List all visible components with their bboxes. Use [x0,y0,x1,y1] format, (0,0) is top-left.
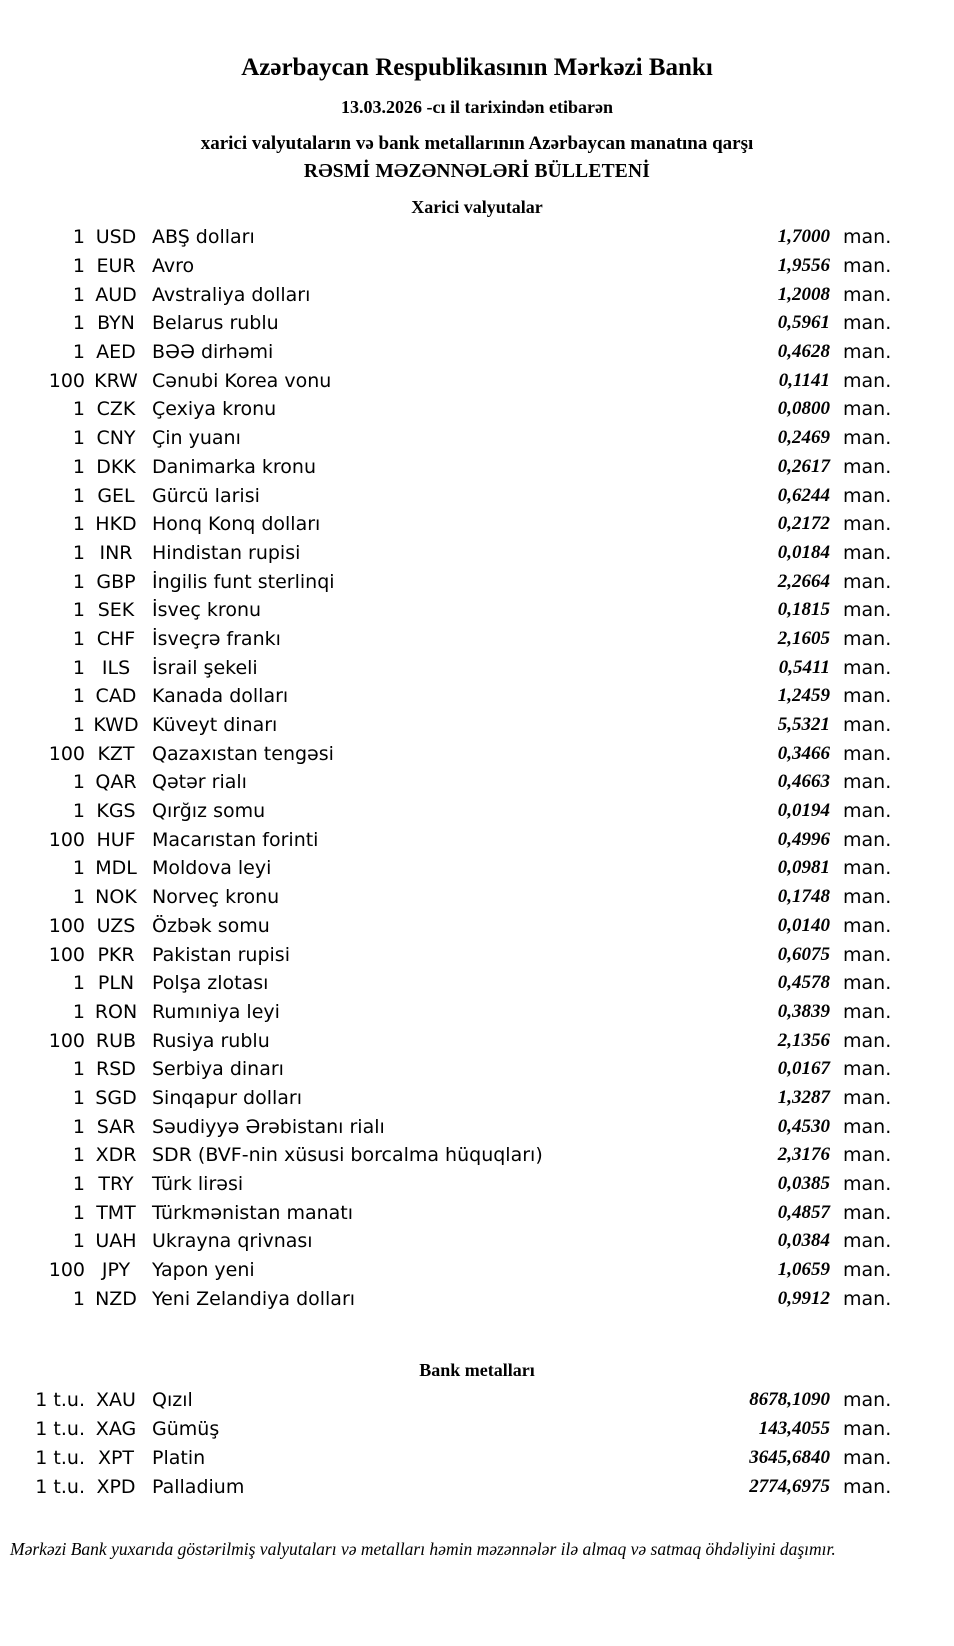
currency-code: CHF [96,627,136,650]
quantity-value: 1 [72,714,85,737]
currency-code: QAR [95,771,137,794]
rate-value: 0,1815 [777,599,830,621]
quantity-value: 100 [48,1259,85,1282]
unit-label: man. [843,800,892,823]
unit-label: man. [843,714,892,737]
currency-code: KWD [93,714,139,737]
quantity-value: 1 [72,1144,85,1167]
rate-value: 0,0194 [777,800,830,822]
currency-code: CZK [96,398,136,421]
table-row [0,969,954,998]
quantity-value: 1 [72,771,85,794]
currencies-table [0,223,954,1313]
table-row [0,768,954,797]
quantity-value: 1 [72,312,85,335]
quantity-value: 1 [72,1230,85,1253]
currency-code: RON [94,1000,138,1023]
quantity-value: 1 [72,427,85,450]
currency-name: Macarıstan forinti [152,828,319,851]
unit-label: man. [843,398,892,421]
metal-name: Qızıl [152,1389,193,1412]
currency-name: Pakistan rupisi [152,943,290,966]
table-row [0,682,954,711]
quantity-value: 1 [72,972,85,995]
unit-label: man. [843,1086,892,1109]
metals-table [0,1386,954,1501]
table-row [0,825,954,854]
unit-label: man. [843,742,892,765]
table-row [0,453,954,482]
currency-name: Avro [152,255,195,278]
unit-label: man. [843,1230,892,1253]
bulletin-title: RƏSMİ MƏZƏNNƏLƏRİ BÜLLETENİ [303,161,651,182]
rate-value: 0,0385 [777,1173,830,1195]
quantity-value: 1 [72,1000,85,1023]
currency-code: DKK [96,455,136,478]
rate-value: 0,4857 [777,1201,830,1223]
currency-name: Cənubi Korea vonu [152,369,332,392]
unit-label: man. [843,455,892,478]
table-row [0,653,954,682]
currency-code: ILS [101,656,131,679]
table-row [0,1472,954,1501]
rate-value: 0,3466 [777,742,830,764]
metal-name: Gümüş [152,1418,220,1441]
table-row [0,625,954,654]
rate-value: 0,2469 [777,427,830,449]
quantity-value: 100 [48,828,85,851]
currency-code: KZT [97,742,135,765]
unit-label: man. [843,599,892,622]
currency-code: EUR [96,255,136,278]
currency-name: Belarus rublu [152,312,279,335]
unit-label: man. [843,513,892,536]
table-row [0,539,954,568]
currency-code: SAR [96,1115,136,1138]
unit-label: man. [843,312,892,335]
rate-value: 0,5961 [777,312,830,334]
unit-label: man. [843,369,892,392]
quantity-value: 1 [72,627,85,650]
table-row [0,998,954,1027]
quantity-value: 1 t.u. [35,1446,85,1469]
currency-code: NOK [95,886,137,909]
rate-value: 2774,6975 [749,1475,830,1497]
table-row [0,1227,954,1256]
table-row [0,1141,954,1170]
table-row [0,711,954,740]
unit-label: man. [843,1446,892,1469]
metal-name: Palladium [152,1475,245,1498]
unit-label: man. [843,283,892,306]
rate-value: 0,0981 [777,857,830,879]
currency-name: Gürcü larisi [152,484,260,507]
unit-label: man. [843,1058,892,1081]
table-row [0,854,954,883]
unit-label: man. [843,1000,892,1023]
currency-name: Norveç kronu [152,886,280,909]
currency-name: İsveç kronu [152,599,262,622]
currency-code: AED [96,341,136,364]
quantity-value: 100 [48,1029,85,1052]
currency-code: GEL [97,484,135,507]
unit-label: man. [843,886,892,909]
currency-name: Rusiya rublu [152,1029,270,1052]
table-row [0,1386,954,1415]
unit-label: man. [843,255,892,278]
quantity-value: 1 [72,226,85,249]
table-row [0,424,954,453]
currency-name: Polşa zlotası [152,972,269,995]
table-row [0,1170,954,1199]
currency-code: MDL [95,857,137,880]
currency-code: XDR [95,1144,137,1167]
currency-code: GBP [96,570,136,593]
table-row [0,940,954,969]
rate-value: 143,4055 [758,1418,830,1440]
table-row [0,1055,954,1084]
currency-name: Qırğız somu [152,800,266,823]
rate-value: 0,4578 [777,972,830,994]
table-row [0,366,954,395]
rate-value: 0,0184 [777,541,830,563]
metal-code: XAU [96,1389,136,1412]
quantity-value: 1 [72,255,85,278]
unit-label: man. [843,656,892,679]
currency-name: İngilis funt sterlinqi [152,570,335,593]
obligation-note: Mərkəzi Bank yuxarıda göstərilmiş valyutaları və metalları həmin məzənnələr ilə almaq və satmaq öhdəliyini daşımır. [10,1538,836,1559]
quantity-value: 1 [72,1058,85,1081]
unit-label: man. [843,1029,892,1052]
currency-name: Qazaxıstan tengəsi [152,742,334,765]
quantity-value: 1 [72,857,85,880]
quantity-value: 1 [72,341,85,364]
table-row [0,1256,954,1285]
rate-value: 1,9556 [777,255,830,277]
unit-label: man. [843,857,892,880]
quantity-value: 1 [72,685,85,708]
currency-code: UAH [95,1230,137,1253]
unit-label: man. [843,1259,892,1282]
currency-name: Ukrayna qrivnası [152,1230,313,1253]
quantity-value: 100 [48,369,85,392]
subject-line: xarici valyutaların və bank metallarının Azərbaycan manatına qarşı [200,133,754,154]
unit-label: man. [843,1173,892,1196]
rate-value: 0,4663 [777,771,830,793]
table-row [0,1444,954,1473]
unit-label: man. [843,972,892,995]
unit-label: man. [843,427,892,450]
table-row [0,1284,954,1313]
quantity-value: 1 [72,570,85,593]
currency-code: JPY [101,1259,131,1282]
quantity-value: 1 [72,800,85,823]
rate-value: 1,0659 [777,1259,830,1281]
rate-value: 2,1605 [777,627,830,649]
rate-value: 0,4996 [777,828,830,850]
currency-code: BYN [97,312,135,335]
currency-name: Honq Konq dolları [152,513,321,536]
rate-value: 0,2172 [777,513,830,535]
table-row [0,280,954,309]
rate-value: 0,1748 [777,886,830,908]
currency-code: PLN [97,972,135,995]
metal-code: XAG [95,1418,137,1441]
rate-value: 2,3176 [777,1144,830,1166]
table-row [0,912,954,941]
currency-name: Danimarka kronu [152,455,317,478]
rate-value: 0,4530 [777,1115,830,1137]
unit-label: man. [843,627,892,650]
currency-name: Rumıniya leyi [152,1000,280,1023]
currency-name: ABŞ dolları [152,226,255,249]
table-row [0,739,954,768]
currency-code: INR [99,541,133,564]
rate-value: 0,9912 [777,1287,830,1309]
unit-label: man. [843,828,892,851]
currency-name: Özbək somu [152,914,270,937]
table-row [0,223,954,252]
quantity-value: 100 [48,943,85,966]
unit-label: man. [843,1144,892,1167]
rate-value: 8678,1090 [749,1389,830,1411]
currency-code: NZD [95,1287,137,1310]
quantity-value: 1 [72,1086,85,1109]
table-row [0,510,954,539]
quantity-value: 1 [72,1287,85,1310]
quantity-value: 1 [72,599,85,622]
quantity-value: 1 [72,1173,85,1196]
rate-value: 2,2664 [777,570,830,592]
effective-date-line: 13.03.2026 -cı il tarixindən etibarən [341,97,613,117]
unit-label: man. [843,1389,892,1412]
unit-label: man. [843,570,892,593]
currency-code: RUB [95,1029,137,1052]
unit-label: man. [843,1201,892,1224]
currency-name: Küveyt dinarı [152,714,278,737]
bulletin-header [0,54,954,183]
table-row [0,567,954,596]
rate-value: 0,0384 [777,1230,830,1252]
currency-name: Çin yuanı [152,427,241,450]
currency-name: Serbiya dinarı [152,1058,284,1081]
unit-label: man. [843,541,892,564]
unit-label: man. [843,341,892,364]
table-row [0,1415,954,1444]
currency-code: PKR [97,943,135,966]
quantity-value: 1 [72,484,85,507]
rate-value: 1,2008 [777,283,830,305]
currency-name: Avstraliya dolları [152,283,311,306]
quantity-value: 1 [72,1201,85,1224]
rate-value: 5,5321 [777,714,830,736]
currency-code: KRW [94,369,138,392]
quantity-value: 1 [72,513,85,536]
currencies-section-title: Xarici valyutalar [411,197,543,217]
rate-value: 0,1141 [778,369,830,391]
currency-code: HUF [96,828,136,851]
quantity-value: 1 [72,1115,85,1138]
currency-name: İsrail şekeli [152,656,258,679]
unit-label: man. [843,685,892,708]
table-row [0,1112,954,1141]
unit-label: man. [843,1115,892,1138]
rate-value: 0,2617 [777,455,830,477]
currency-code: RSD [96,1058,136,1081]
currency-name: Türk lirəsi [152,1173,244,1196]
table-row [0,1084,954,1113]
quantity-value: 1 t.u. [35,1389,85,1412]
rate-value: 1,3287 [777,1086,830,1108]
quantity-value: 1 [72,398,85,421]
rate-value: 0,5411 [778,656,830,678]
unit-label: man. [843,914,892,937]
metal-code: XPT [97,1446,135,1469]
currency-code: KGS [96,800,136,823]
currency-code: TRY [98,1173,134,1196]
currency-name: Qətər rialı [152,771,247,794]
rate-value: 3645,6840 [749,1446,830,1468]
quantity-value: 100 [48,914,85,937]
metal-name: Platin [152,1446,206,1469]
currency-code: CNY [96,427,136,450]
quantity-value: 1 [72,656,85,679]
rate-value: 2,1356 [777,1029,830,1051]
table-row [0,797,954,826]
currency-name: Səudiyyə Ərəbistanı rialı [152,1115,385,1138]
rate-value: 0,3839 [777,1000,830,1022]
bank-title: Azərbaycan Respublikasının Mərkəzi Bankı [241,54,713,81]
rate-value: 0,6244 [777,484,830,506]
currency-code: AUD [95,283,137,306]
currency-name: Çexiya kronu [152,398,277,421]
rate-value: 0,0800 [777,398,830,420]
rate-value: 0,6075 [777,943,830,965]
currency-code: SEK [97,599,135,622]
metals-section-title: Bank metalları [419,1360,535,1381]
currency-name: Kanada dolları [152,685,289,708]
table-row [0,1026,954,1055]
rate-value: 1,7000 [777,226,830,248]
currency-name: Türkmənistan manatı [152,1201,354,1224]
currency-name: İsveçrə frankı [152,627,281,650]
currency-name: SDR (BVF-nin xüsusi borcalma hüquqları) [152,1144,543,1167]
currency-code: SGD [95,1086,137,1109]
rate-value: 0,4628 [777,341,830,363]
table-row [0,596,954,625]
table-row [0,1198,954,1227]
quantity-value: 1 [72,455,85,478]
quantity-value: 100 [48,742,85,765]
quantity-value: 1 [72,886,85,909]
rate-value: 1,2459 [777,685,830,707]
table-row [0,338,954,367]
unit-label: man. [843,1475,892,1498]
quantity-value: 1 t.u. [35,1475,85,1498]
table-row [0,481,954,510]
table-row [0,883,954,912]
currency-code: CAD [95,685,137,708]
currency-name: Yeni Zelandiya dolları [152,1287,356,1310]
rate-value: 0,0140 [777,914,830,936]
unit-label: man. [843,226,892,249]
unit-label: man. [843,1418,892,1441]
quantity-value: 1 t.u. [35,1418,85,1441]
currency-name: Yapon yeni [152,1259,255,1282]
unit-label: man. [843,943,892,966]
table-row [0,395,954,424]
currency-code: TMT [96,1201,136,1224]
currency-name: BƏƏ dirhəmi [152,341,274,364]
quantity-value: 1 [72,283,85,306]
rate-value: 0,0167 [777,1058,830,1080]
metal-code: XPD [96,1475,136,1498]
table-row [0,252,954,281]
currency-code: HKD [95,513,137,536]
unit-label: man. [843,484,892,507]
currency-code: USD [95,226,137,249]
unit-label: man. [843,1287,892,1310]
currency-name: Hindistan rupisi [152,541,301,564]
currency-name: Sinqapur dolları [152,1086,303,1109]
currency-name: Moldova leyi [152,857,272,880]
table-row [0,309,954,338]
unit-label: man. [843,771,892,794]
quantity-value: 1 [72,541,85,564]
currency-code: UZS [96,914,136,937]
